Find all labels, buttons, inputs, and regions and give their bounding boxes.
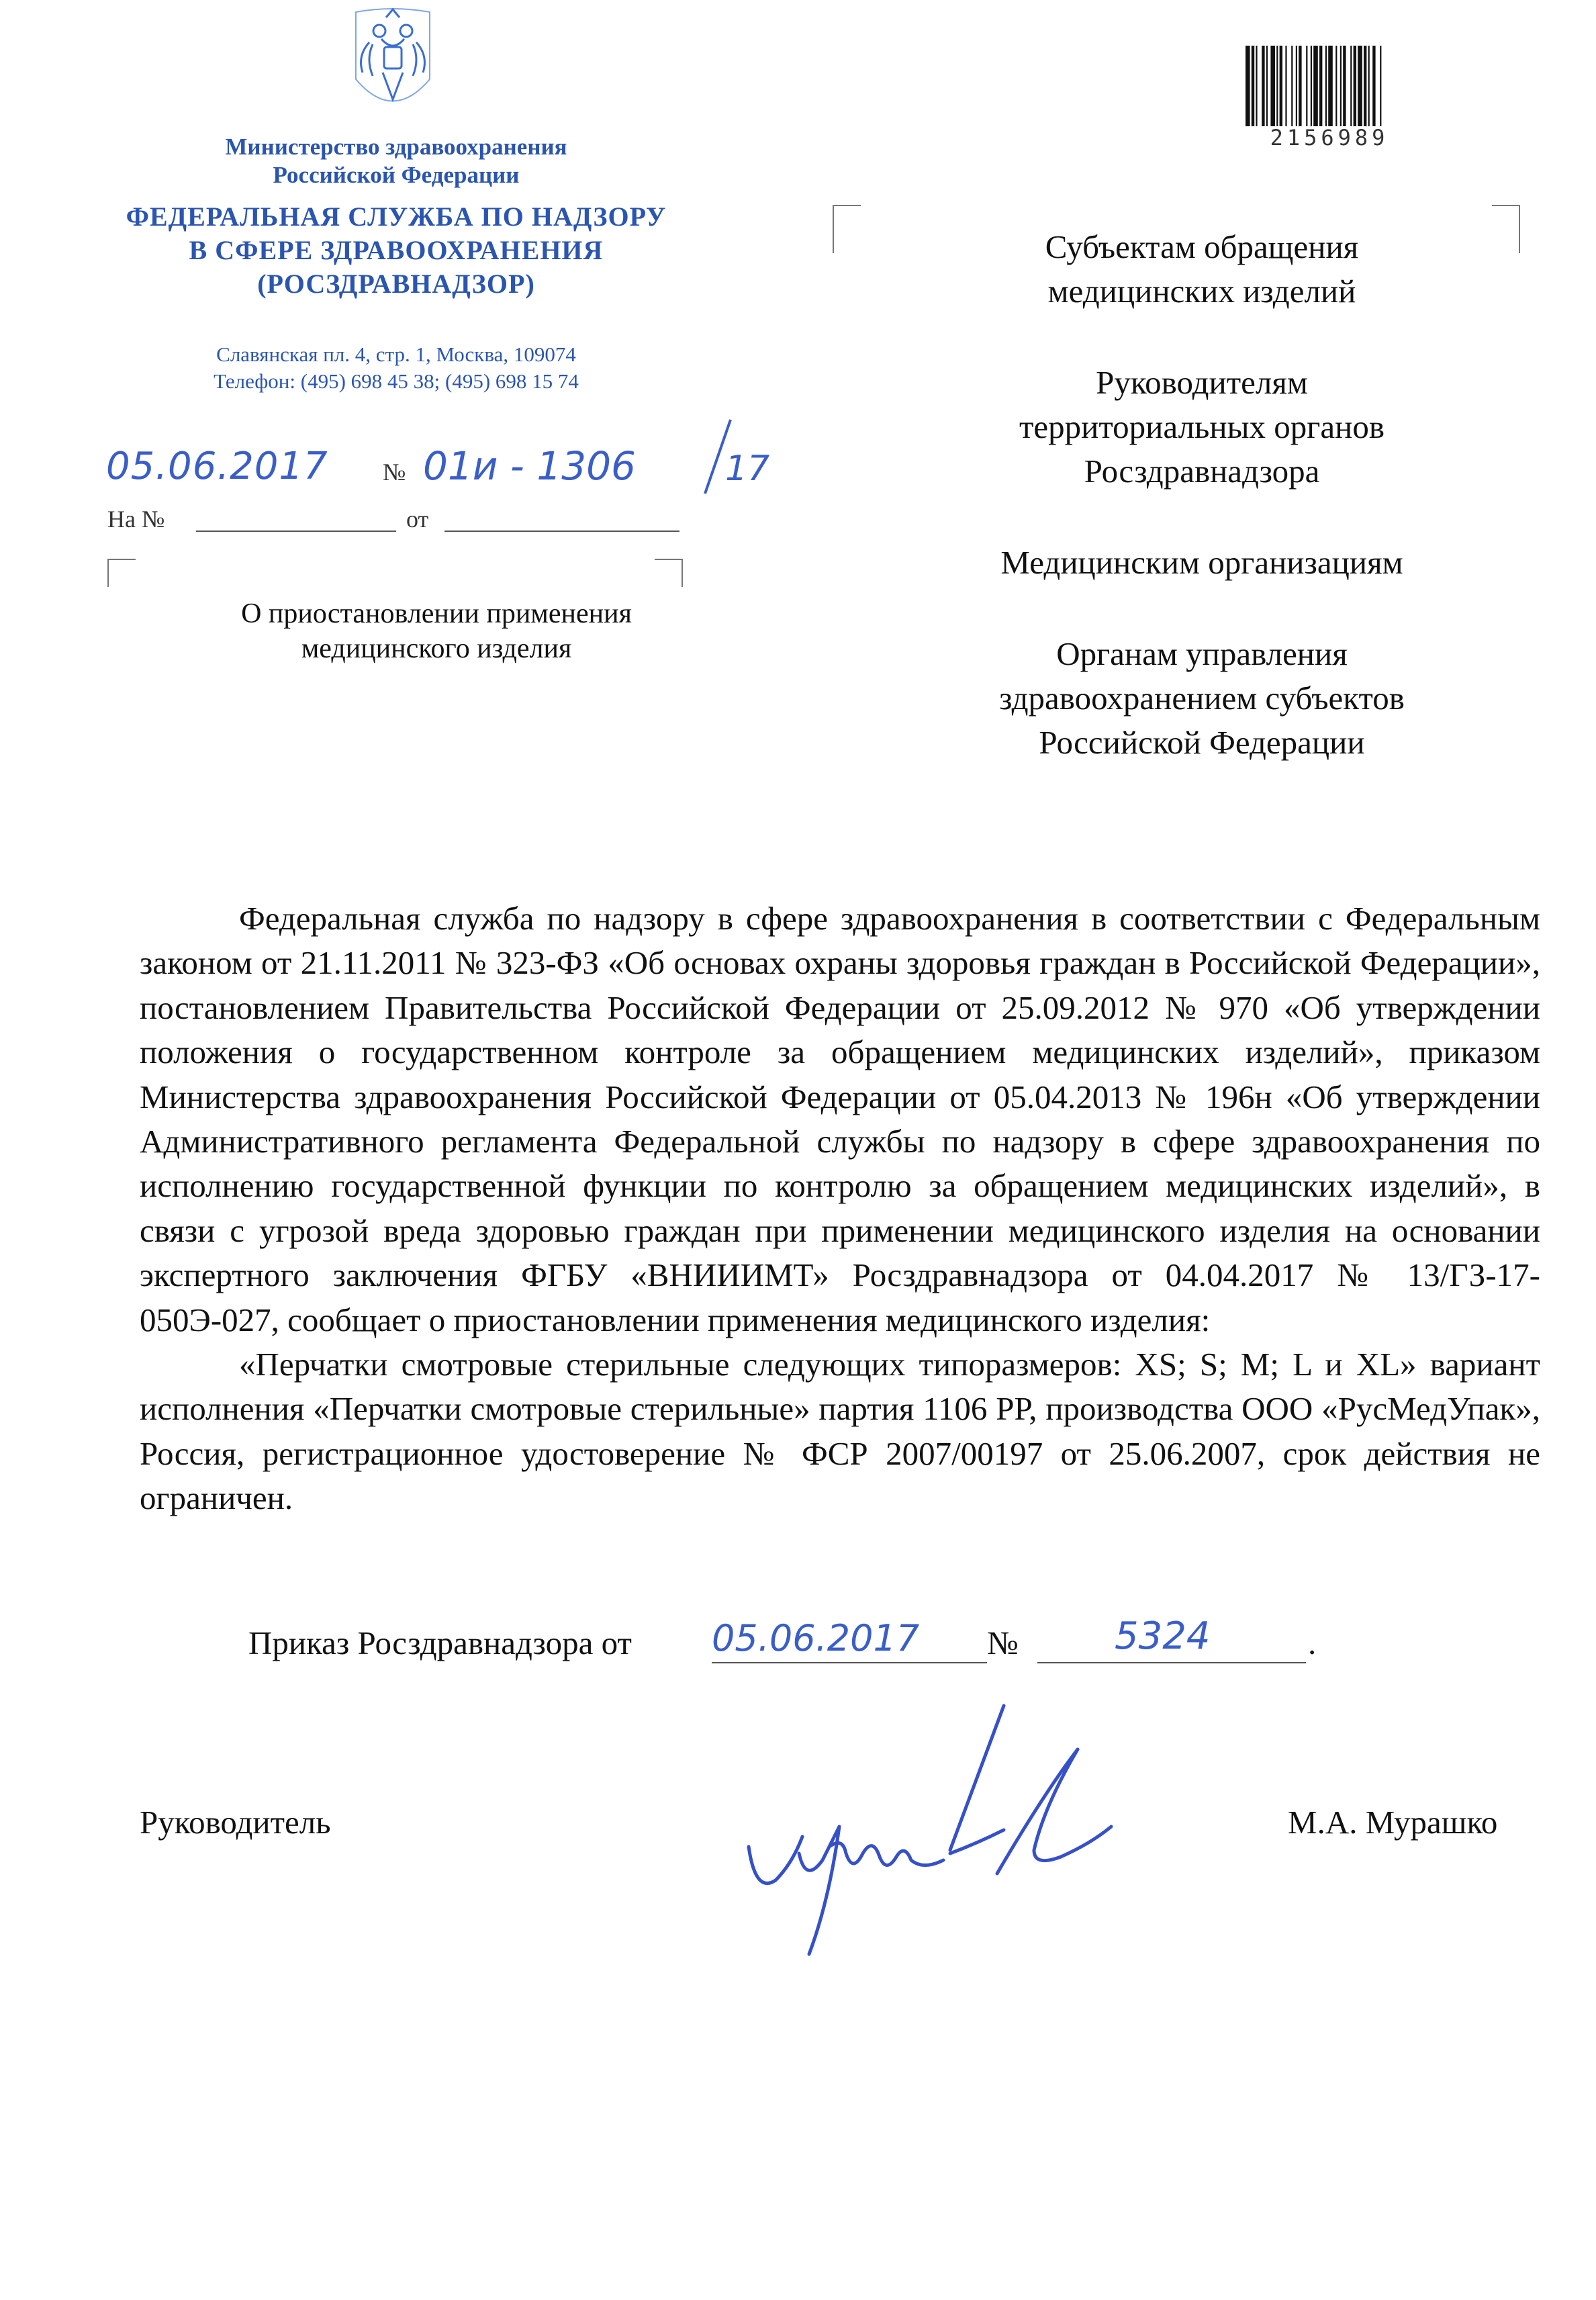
addressee-line: Медицинским организациям (1000, 544, 1403, 581)
ministry-name (101, 133, 692, 189)
addressee-line: Российской Федерации (1039, 724, 1365, 761)
addressee-group (927, 361, 1477, 494)
addressee-line: территориальных органов (1019, 408, 1384, 445)
barcode-bar (1313, 46, 1318, 126)
barcode-bar (1354, 46, 1356, 126)
reference-number-blank (196, 531, 396, 532)
order-number-underline (1037, 1662, 1306, 1663)
coat-of-arms-icon (342, 5, 443, 123)
barcode-bar (1306, 46, 1307, 126)
corner-mark (1492, 205, 1520, 253)
order-number: 5324 (1115, 1614, 1211, 1658)
subject-text: медицинского изделия (301, 633, 572, 664)
barcode-bar (1291, 46, 1293, 126)
barcode-bar (1280, 46, 1282, 126)
service-address (101, 341, 692, 395)
order-prefix: Приказ Росздравнадзора от (248, 1624, 632, 1661)
barcode-bar (1296, 46, 1297, 126)
barcode-bar (1368, 46, 1370, 126)
addressee-line: Субъектам обращения (1045, 228, 1359, 265)
registration-number-sign: № (383, 459, 406, 486)
phone-line: Телефон: (495) 698 45 38; (495) 698 15 74 (214, 369, 579, 393)
corner-mark (107, 559, 136, 587)
service-line: В СФЕРЕ ЗДРАВООХРАНЕНИЯ (189, 235, 604, 265)
subject-line (195, 596, 678, 666)
handwritten-signature (729, 1692, 1158, 1961)
barcode-bar (1325, 46, 1327, 126)
order-number-sign: № (987, 1624, 1019, 1661)
reference-date-label: от (406, 506, 429, 533)
addressee-line: здравоохранением субъектов (999, 680, 1405, 717)
barcode-bar (1285, 46, 1286, 126)
barcode-bar (1343, 46, 1346, 126)
addressee-line: Руководителям (1096, 364, 1308, 401)
barcode-bar (1372, 46, 1375, 126)
addressee-group (927, 632, 1477, 765)
service-line: (РОСЗДРАВНАДЗОР) (257, 269, 535, 299)
registration-year: 17 (725, 449, 770, 489)
barcode-bar (1319, 46, 1322, 126)
barcode-bar (1270, 46, 1275, 126)
signer-title: Руководитель (140, 1804, 331, 1841)
corner-mark (833, 205, 861, 253)
order-date: 05.06.2017 (712, 1617, 920, 1659)
addressee-group (927, 541, 1477, 585)
barcode-bar (1246, 46, 1250, 126)
barcode-bar (1299, 46, 1301, 126)
body-paragraph: Федеральная служба по надзору в сфере здравоохранения в соответствии с Федеральным законом от 21.11.2011 № 323-ФЗ «Об основах охраны здоровья граждан в Российской Федерации», постановлением Правительства Российской Федерации от 25.09.2012 № 970 «Об утверждении положения о государственном контроле за обращением медицинских изделий», приказом Министерства здравоохранения Российской Федерации от 05.04.2013 № 196н «Об утверждении Административного регламента Федеральной службы по надзору в сфере здравоохранения по исполнению государственной функции по контролю за обращением медицинских изделий», в связи с угрозой вреда здоровью граждан при применении медицинского изделия на основании экспертного заключения ФГБУ «ВНИИИМТ» Росздравнадзора от 04.04.2017 № 13/ГЗ-17-050Э-027, сообщает о приостановлении применения медицинского изделия: (140, 900, 1540, 1338)
addressee-line: Органам управления (1056, 635, 1348, 672)
subject-text: О приостановлении применения (241, 598, 632, 629)
barcode-bar (1311, 46, 1312, 126)
barcode-bar (1262, 46, 1264, 126)
addressee-line: Росздравнадзора (1084, 453, 1320, 490)
service-line: ФЕДЕРАЛЬНАЯ СЛУЖБА ПО НАДЗОРУ (126, 201, 667, 232)
barcode-bar (1276, 46, 1278, 126)
body-paragraph: «Перчатки смотровые стерильные следующих типоразмеров: XS; S; M; L и XL» вариант исполнения «Перчатки смотровые стерильные» партия 1106 PP, производства ООО «РусМедУпак», Россия, регистрационное удостоверение № ФСР 2007/00197 от 25.06.2007, срок действия не ограничен. (140, 1346, 1540, 1517)
ministry-line: Министерство здравоохранения (225, 134, 567, 160)
barcode-icon (1246, 46, 1413, 126)
barcode-bar (1340, 46, 1342, 126)
barcode-bar (1256, 46, 1257, 126)
reference-number-label: На № (107, 506, 165, 533)
ministry-line: Российской Федерации (273, 162, 520, 188)
barcode-bar (1266, 46, 1268, 126)
barcode-bar (1252, 46, 1254, 126)
barcode-bar (1328, 46, 1333, 126)
registration-number: 01и - 1306 (423, 443, 636, 489)
addressee-group (927, 225, 1477, 314)
barcode-bar (1364, 46, 1366, 126)
barcode-number: 2156989 (1270, 125, 1389, 150)
corner-mark (655, 559, 683, 587)
barcode-bar (1358, 46, 1362, 126)
address-line: Славянская пл. 4, стр. 1, Москва, 109074 (216, 342, 576, 366)
order-suffix: . (1308, 1624, 1317, 1661)
addressee-line: медицинских изделий (1047, 273, 1356, 310)
barcode-bar (1350, 46, 1352, 126)
signer-name: М.А. Мурашко (1288, 1804, 1498, 1841)
addressees (927, 225, 1477, 812)
letter-body (140, 896, 1540, 1521)
reference-date-blank (444, 531, 679, 532)
barcode-bar (1380, 46, 1381, 126)
registration-date: 05.06.2017 (106, 445, 328, 488)
barcode-bar (1335, 46, 1337, 126)
service-name (87, 200, 705, 301)
order-date-underline (712, 1662, 987, 1663)
